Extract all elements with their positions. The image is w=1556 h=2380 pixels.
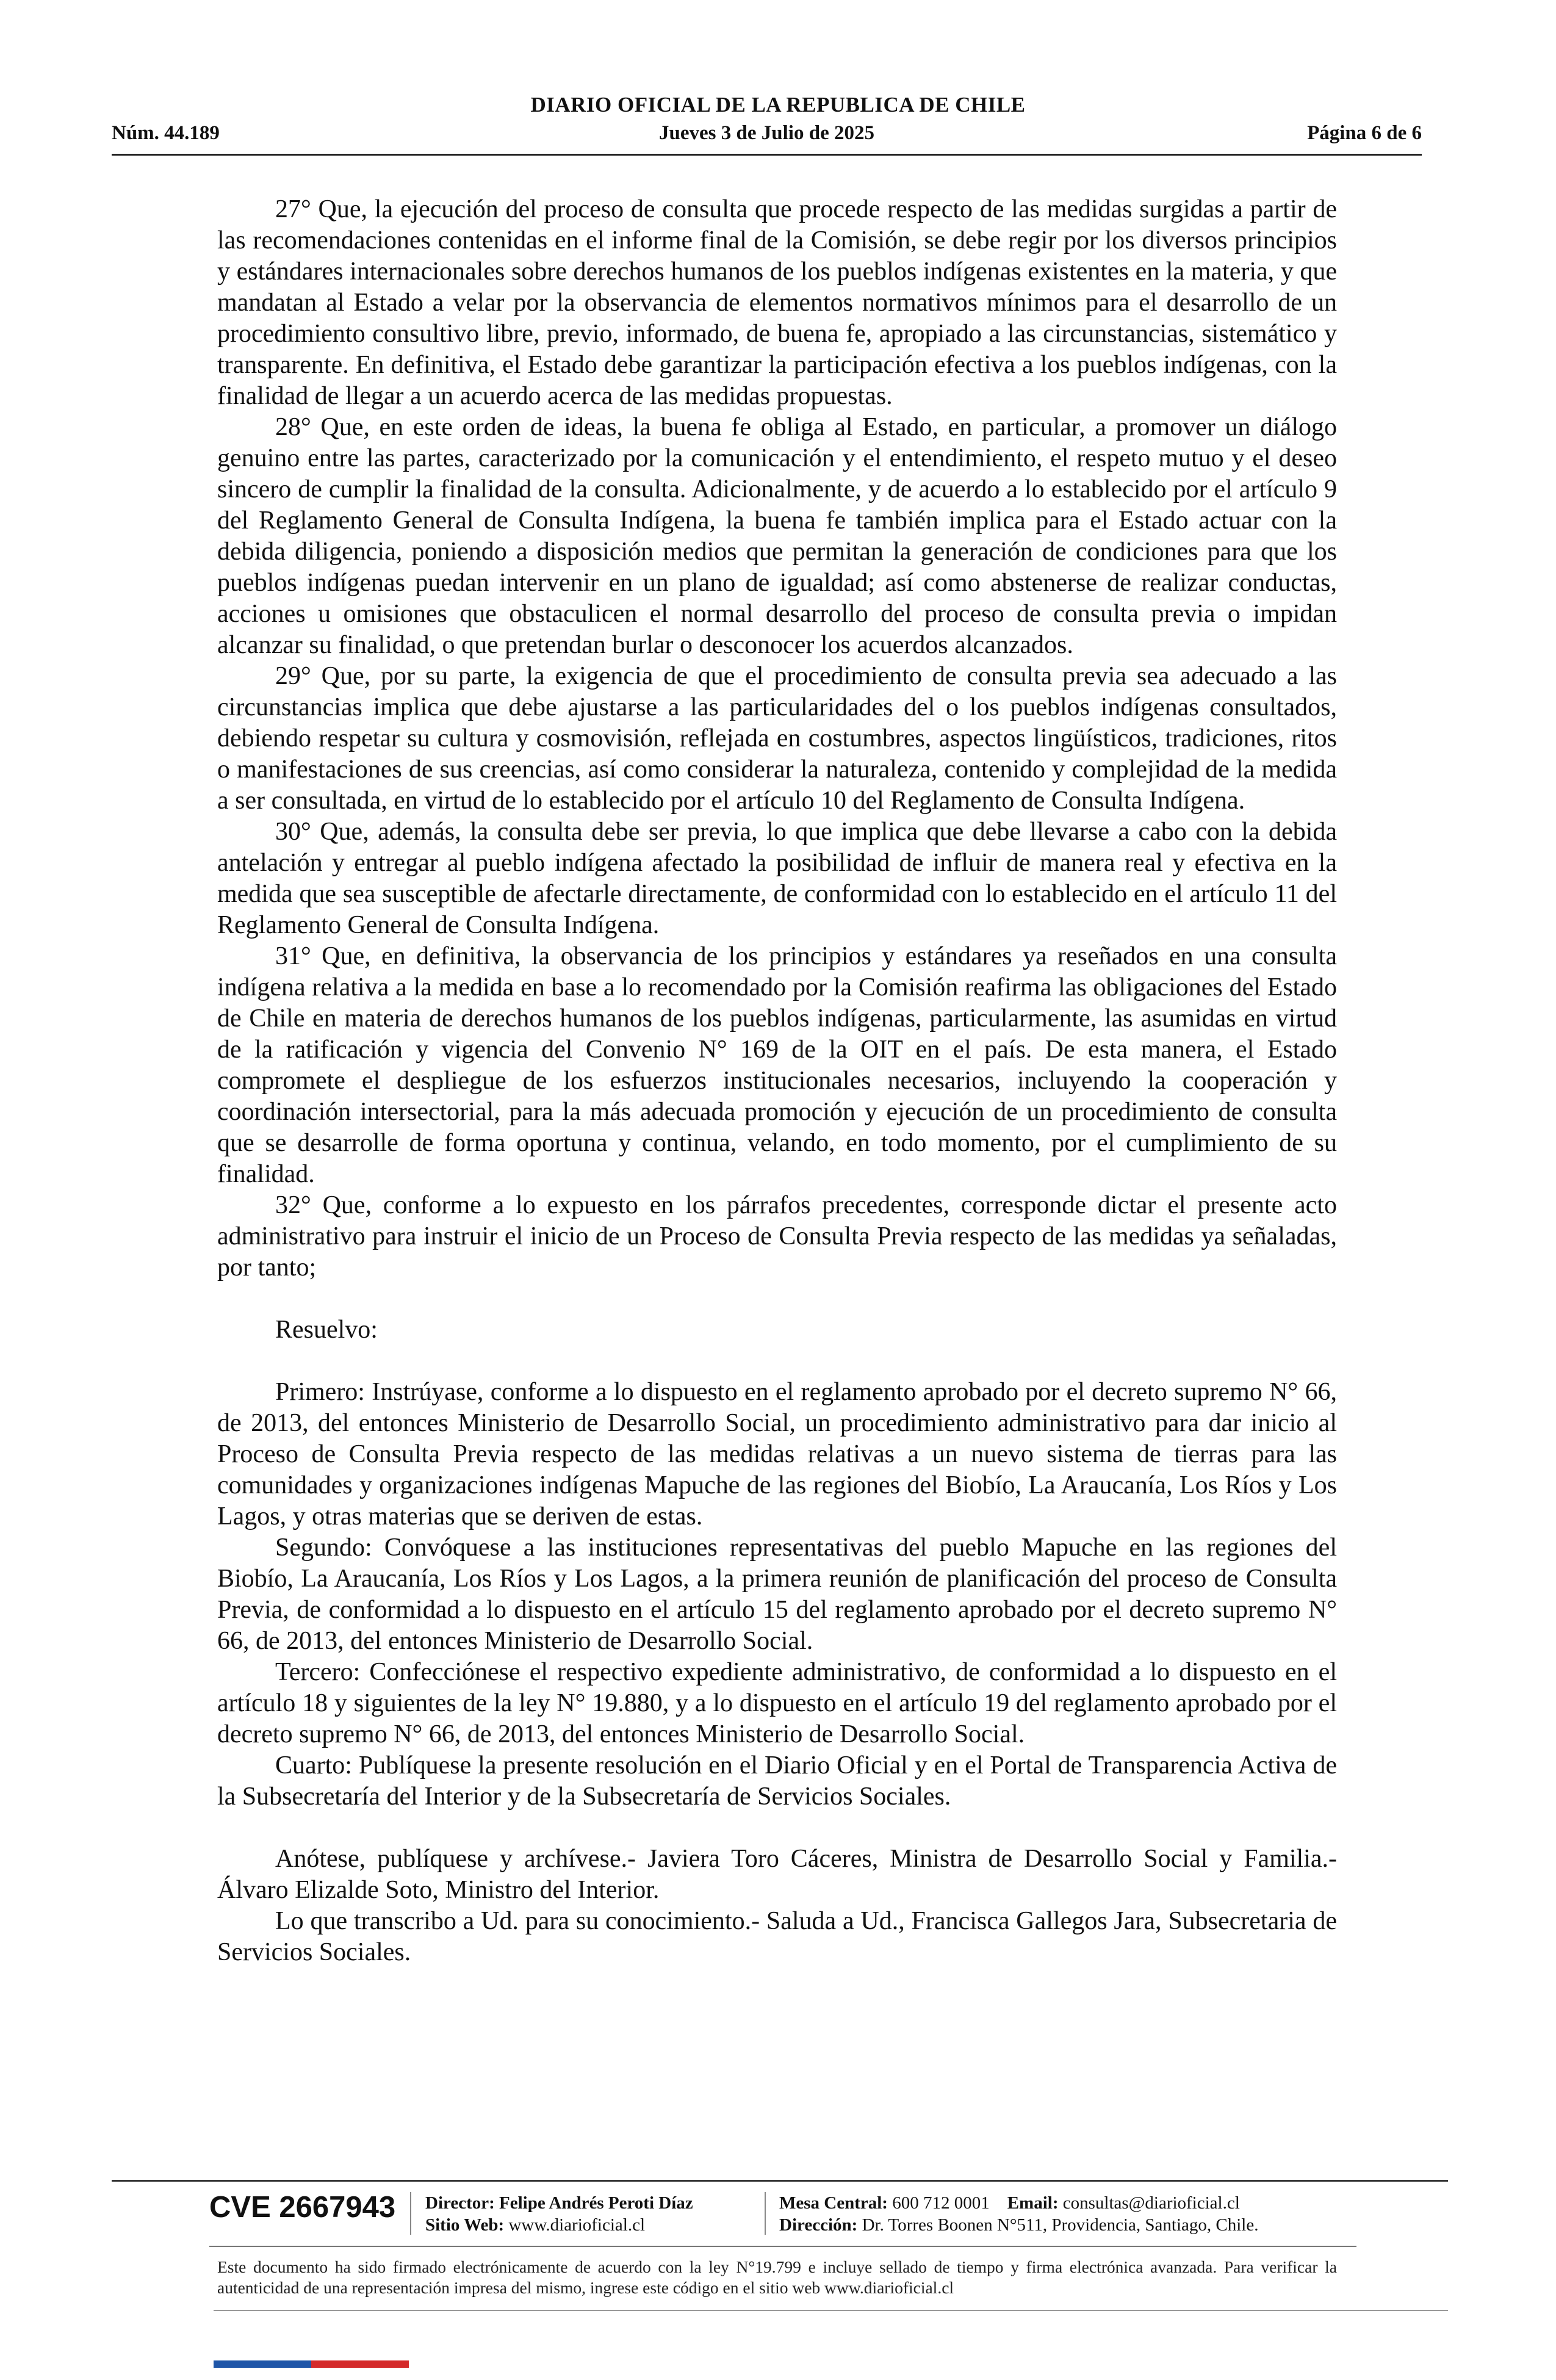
signature-notice: Este documento ha sido firmado electrónicamente de acuerdo con la ley N°19.799 e incluye sellado de tiempo y firma electrónica avanzada. Para verificar la autenticidad de una representación impresa del mismo, ingrese este código en el sitio web www.diarioficial.cl bbox=[217, 2257, 1337, 2297]
header-divider bbox=[112, 154, 1422, 156]
director-label: Director: bbox=[425, 2193, 495, 2213]
issue-number: Núm. 44.189 bbox=[112, 122, 220, 144]
cve-code: CVE 2667943 bbox=[209, 2191, 396, 2224]
publication-title: DIARIO OFICIAL DE LA REPUBLICA DE CHILE bbox=[530, 93, 1026, 117]
footer-divider-bottom bbox=[214, 2310, 1448, 2311]
address-text: Dr. Torres Boonen N°511, Providencia, Santiago, Chile. bbox=[862, 2215, 1259, 2235]
email-label: Email: bbox=[1007, 2193, 1059, 2213]
resolution-primero: Primero: Instrúyase, conforme a lo dispuesto en el reglamento aprobado por el decreto supremo N° 66, de 2013, del entonces Ministerio de Desarrollo Social, un procedimiento administrativo para dar inicio al Proceso de Consulta Previa respecto de las medidas relativas a un nuevo sistema de tierras para las comunidades y organizaciones indígenas Mapuche de las regiones del Biobío, La Araucanía, Los Ríos y Los Lagos, y otras materias que se deriven de estas. bbox=[217, 1378, 1337, 1531]
website-link[interactable]: www.diarioficial.cl bbox=[508, 2215, 646, 2235]
resolution-tercero: Tercero: Confecciónese el respectivo expediente administrativo, de conformidad a lo dispuesto en el artículo 18 y siguientes de la ley N° 19.880, y a lo dispuesto en el artículo 19 del reglamento aprobado por el decreto supremo N° 66, de 2013, del entonces Ministerio de Desarrollo Social. bbox=[217, 1658, 1337, 1748]
flag-stripe-red bbox=[311, 2360, 409, 2368]
paragraph-32: 32° Que, conforme a lo expuesto en los párrafos precedentes, corresponde dictar el presente acto administrativo para instruir el inicio de un Proceso de Consulta Previa respecto de las medidas ya señaladas, por tanto; bbox=[217, 1191, 1337, 1282]
paragraph-30: 30° Que, además, la consulta debe ser previa, lo que implica que debe llevarse a cabo con la debida antelación y entregar al pueblo indígena afectado la posibilidad de influir de manera real y efectiva en la medida que sea susceptible de afectarle directamente, de conformidad con lo establecido en el artículo 11 del Reglamento General de Consulta Indígena. bbox=[217, 818, 1337, 939]
paragraph-29: 29° Que, por su parte, la exigencia de que el procedimiento de consulta previa sea adecuado a las circunstancias implica que debe ajustarse a las particularidades del o los pueblos indígenas consultados, debiendo respetar su cultura y cosmovisión, reflejada en costumbres, aspectos lingüísticos, tradiciones, ritos o manifestaciones de sus creencias, así como considerar la naturaleza, contenido y complejidad de la medida a ser consultada, en virtud de lo establecido por el artículo 10 del Reglamento de Consulta Indígena. bbox=[217, 662, 1337, 815]
document-body bbox=[217, 194, 1337, 1968]
flag-stripe-blue bbox=[214, 2360, 311, 2368]
closing-signatures: Anótese, publíquese y archívese.- Javiera Toro Cáceres, Ministra de Desarrollo Social y Familia.- Álvaro Elizalde Soto, Ministro del Interior. bbox=[217, 1845, 1337, 1904]
issue-date: Jueves 3 de Julio de 2025 bbox=[659, 122, 874, 144]
page-indicator: Página 6 de 6 bbox=[1307, 122, 1422, 144]
director-name: Felipe Andrés Peroti Díaz bbox=[499, 2193, 693, 2213]
paragraph-28: 28° Que, en este orden de ideas, la buena fe obliga al Estado, en particular, a promover un diálogo genuino entre las partes, caracterizado por la comunicación y el entendimiento, el respeto mutuo y el deseo sincero de cumplir la finalidad de la consulta. Adicionalmente, y de acuerdo a lo establecido por el artículo 9 del Reglamento General de Consulta Indígena, la buena fe también implica para el Estado actuar con la debida diligencia, poniendo a disposición medios que permitan la generación de condiciones para que los pueblos indígenas puedan intervenir en un plano de igualdad; así como abstenerse de realizar conductas, acciones u omisiones que obstaculicen el normal desarrollo del proceso de consulta previa o impidan alcanzar su finalidad, o que pretendan burlar o desconocer los acuerdos alcanzados. bbox=[217, 413, 1337, 659]
resolution-cuarto: Cuarto: Publíquese la presente resolución en el Diario Oficial y en el Portal de Transparencia Activa de la Subsecretaría del Interior y de la Subsecretaría de Servicios Sociales. bbox=[217, 1751, 1337, 1811]
resolution-segundo: Segundo: Convóquese a las instituciones representativas del pueblo Mapuche en las regiones del Biobío, La Araucanía, Los Ríos y Los Lagos, a la primera reunión de planificación del proceso de Consulta Previa, de conformidad a lo dispuesto en el artículo 15 del reglamento aprobado por el decreto supremo N° 66, de 2013, del entonces Ministerio de Desarrollo Social. bbox=[217, 1534, 1337, 1655]
phone-number: 600 712 0001 bbox=[892, 2193, 990, 2213]
paragraph-31: 31° Que, en definitiva, la observancia de los principios y estándares ya reseñados en una consulta indígena relativa a la medida en base a lo recomendado por la Comisión reafirma las obligaciones del Estado de Chile en materia de derechos humanos de los pueblos indígenas, particularmente, las asumidas en virtud de la ratificación y vigencia del Convenio N° 169 de la OIT en el país. De esta manera, el Estado compromete el despliegue de los esfuerzos institucionales necesarios, incluyendo la cooperación y coordinación intersectorial, para la más adecuada promoción y ejecución de un procedimiento de consulta que se desarrolle de forma oportuna y continua, velando, en todo momento, por el cumplimiento de su finalidad. bbox=[217, 942, 1337, 1188]
email-link[interactable]: consultas@diarioficial.cl bbox=[1062, 2193, 1240, 2213]
footer-publisher-info bbox=[425, 2192, 693, 2236]
footer-divider-top bbox=[112, 2180, 1448, 2182]
address-label: Dirección: bbox=[779, 2215, 858, 2235]
phone-label: Mesa Central: bbox=[779, 2193, 888, 2213]
header-row bbox=[112, 122, 1422, 150]
closing-transcription: Lo que transcribo a Ud. para su conocimiento.- Saluda a Ud., Francisca Gallegos Jara, Subsecretaria de Servicios Sociales. bbox=[217, 1907, 1337, 1966]
footer-separator bbox=[765, 2192, 766, 2235]
website-label: Sitio Web: bbox=[425, 2215, 505, 2235]
paragraph-27: 27° Que, la ejecución del proceso de consulta que procede respecto de las medidas surgidas a partir de las recomendaciones contenidas en el informe final de la Comisión, se debe regir por los diversos principios y estándares internacionales sobre derechos humanos de los pueblos indígenas existentes en la materia, y que mandatan al Estado a velar por la observancia de elementos normativos mínimos para el desarrollo de un procedimiento consultivo libre, previo, informado, de buena fe, apropiado a las circunstancias, sistemático y transparente. En definitiva, el Estado debe garantizar la participación efectiva a los pueblos indígenas, con la finalidad de llegar a un acuerdo acerca de las medidas propuestas. bbox=[217, 195, 1337, 410]
footer-separator bbox=[410, 2192, 411, 2235]
resuelvo-heading: Resuelvo: bbox=[275, 1316, 378, 1344]
footer-divider-mid bbox=[209, 2246, 1356, 2247]
footer-contact-info bbox=[779, 2192, 1258, 2236]
